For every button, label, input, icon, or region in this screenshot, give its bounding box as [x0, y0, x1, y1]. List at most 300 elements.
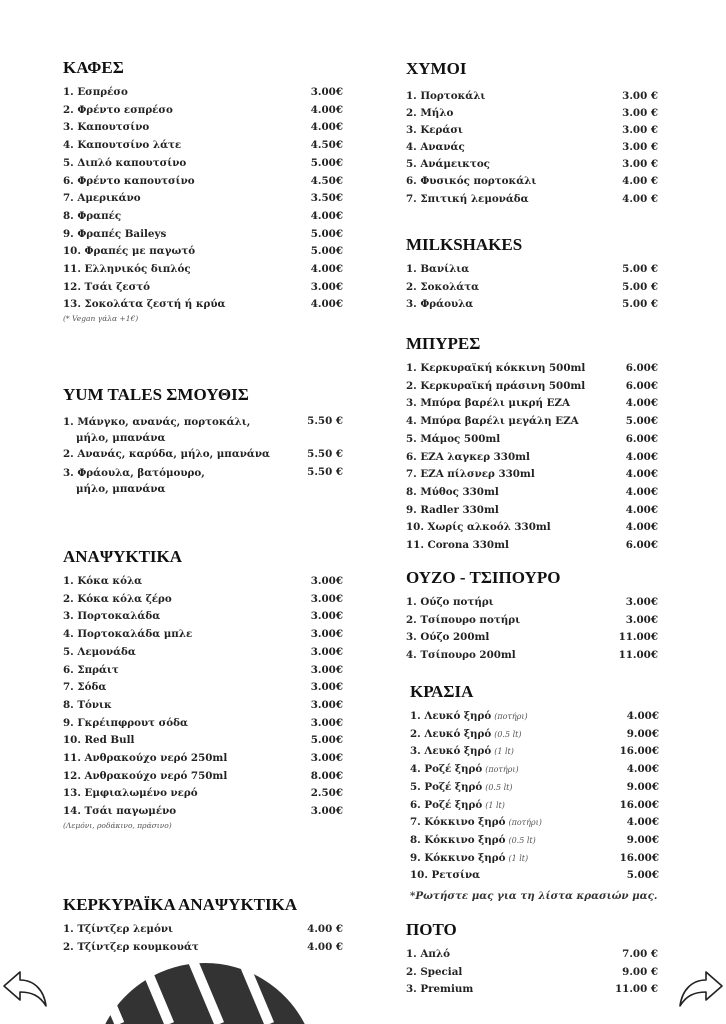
menu-item: [406, 395, 658, 413]
menu-item: [406, 139, 658, 156]
item-price: 3.00€: [310, 698, 343, 711]
item-price: 2.50€: [310, 787, 343, 800]
item-name: 7. Σπιτική λεμονάδα: [406, 192, 529, 205]
menu-item: [410, 797, 659, 815]
striped-circle-logo: [85, 955, 325, 1024]
item-name-wrap: [406, 156, 490, 173]
item-name-wrap: [406, 139, 465, 156]
item-name-wrap: [63, 768, 227, 786]
item-name-wrap: [63, 261, 191, 279]
menu-item: [406, 378, 658, 396]
menu-item: [63, 446, 343, 464]
menu-item: [406, 360, 658, 378]
item-name-wrap: [406, 413, 579, 431]
item-price: 4.00€: [625, 450, 658, 463]
item-name: 5. Λεμονάδα: [63, 645, 136, 658]
section-note: (Λεμόνι, ροδάκινο, πράσινο): [63, 820, 172, 830]
item-name-wrap: [406, 395, 570, 413]
section-note: *Ρωτήστε μας για τη λίστα κρασιών μας.: [410, 890, 658, 903]
item-name: 3. Λευκό ξηρό: [410, 745, 492, 758]
item-price: 8.00€: [310, 769, 343, 782]
item-name-wrap: [63, 226, 166, 244]
menu-item: [63, 750, 343, 768]
item-name: 4. Ανανάς: [406, 141, 465, 154]
menu-item: [63, 921, 343, 939]
item-name-wrap: [63, 208, 121, 226]
menu-item: [63, 226, 343, 244]
menu-item: [63, 84, 343, 102]
item-name: 1. Τζίντζερ λεμόνι: [63, 923, 173, 935]
item-name: 3. Premium: [406, 983, 474, 996]
item-price: 7.00 €: [622, 948, 658, 960]
item-name: 2. Ανανάς, καρύδα, μήλο, μπανάνα: [63, 448, 270, 460]
item-price: 9.00€: [626, 727, 659, 740]
menu-item: [63, 137, 343, 155]
item-name: 2. Κερκυραϊκή πράσινη 500ml: [406, 379, 586, 392]
item-name: 7. Κόκκινο ξηρό: [410, 816, 506, 829]
item-name: 3. Πορτοκαλάδα: [63, 610, 161, 623]
item-name: 6. Φρέντο καπουτσίνο: [63, 174, 195, 187]
section-title: ΑΝΑΨΥΚΤΙΚΑ: [63, 547, 183, 566]
item-price: 3.00 €: [622, 107, 658, 120]
item-name: 5. Ροζέ ξηρό: [410, 780, 483, 793]
item-name-wrap: [63, 119, 149, 137]
item-name-wrap: [63, 803, 176, 821]
menu-item: [63, 296, 343, 314]
menu-item: [406, 612, 658, 630]
item-name: 9. Κόκκινο ξηρό: [410, 851, 506, 864]
item-name-wrap: [406, 360, 585, 378]
item-name: 14. Τσάι παγωμένο: [63, 805, 177, 818]
item-price: 5.00€: [626, 869, 659, 882]
item-name: 10. Ρετσίνα: [410, 869, 481, 882]
item-name-line2: μήλο, μπανάνα: [76, 482, 166, 495]
item-name: 4. Ροζέ ξηρό: [410, 763, 483, 776]
menu-item: [406, 502, 658, 520]
menu-item: [406, 594, 658, 612]
item-price: 4.00 €: [622, 175, 658, 188]
item-price: 4.00€: [625, 503, 658, 516]
menu-item: [63, 190, 343, 208]
menu-item: [63, 608, 343, 626]
item-price: 3.00 €: [622, 124, 658, 137]
item-name: 10. Χωρίς αλκοόλ 330ml: [406, 521, 551, 534]
item-name-wrap: [406, 647, 516, 665]
item-price: 5.50 €: [307, 448, 343, 460]
item-name-wrap: [406, 261, 469, 279]
item-name: 5. Διπλό καπουτσίνο: [63, 156, 187, 169]
item-price: 9.00€: [626, 780, 659, 793]
item-price: 5.00 €: [622, 263, 658, 275]
menu-item: [410, 850, 659, 868]
item-price: 4.00 €: [622, 192, 658, 205]
item-price: 4.00 €: [307, 940, 343, 953]
item-name-wrap: [410, 850, 528, 868]
menu-item: [406, 105, 658, 122]
item-price: 3.00€: [310, 681, 343, 694]
item-name: 6. Σπράιτ: [63, 663, 119, 676]
item-price: 9.00 €: [622, 965, 658, 978]
menu-item: [406, 122, 658, 139]
item-name: 1. Εσπρέσο: [63, 86, 128, 98]
menu-item: [63, 679, 343, 697]
item-name: 1. Μάνγκο, ανανάς, πορτοκάλι,: [63, 416, 251, 428]
item-name: 4. Πορτοκαλάδα μπλε: [63, 628, 193, 641]
section-title: ΜΠΥΡΕΣ: [406, 334, 481, 353]
item-name: 9. Φραπές Baileys: [63, 227, 167, 240]
item-price: 3.00€: [310, 752, 343, 765]
item-name-wrap: [63, 102, 173, 120]
menu-item: [63, 119, 343, 137]
item-name-wrap: [63, 697, 112, 715]
item-size: (ποτήρι): [485, 765, 519, 775]
item-price: 4.00€: [310, 263, 343, 276]
item-price: 11.00€: [618, 649, 658, 662]
item-name: 2. Σοκολάτα: [406, 280, 480, 293]
menu-item: [63, 464, 343, 497]
menu-item: [410, 867, 659, 885]
item-name-wrap: [406, 449, 530, 467]
menu-item: [63, 715, 343, 733]
item-name: 3. Κεράσι: [406, 124, 463, 137]
item-price: 3.00€: [310, 628, 343, 641]
section-title: ΚΡΑΣΙΑ: [410, 682, 474, 701]
item-price: 4.00€: [625, 397, 658, 410]
item-name: 13. Εμφιαλωμένο νερό: [63, 787, 198, 800]
item-name: 11. Ανθρακούχο νερό 250ml: [63, 752, 228, 765]
menu-section-smoothies: [63, 385, 343, 497]
menu-item: [406, 964, 658, 982]
menu-section-ouzo: [406, 568, 658, 665]
item-name: 4. Καπουτσίνο λάτε: [63, 139, 182, 152]
section-title: ΟΥΖΟ - ΤΣΙΠΟΥΡΟ: [406, 568, 561, 587]
menu-item: [410, 814, 659, 832]
menu-item: [406, 279, 658, 297]
item-name: 6. Φυσικός πορτοκάλι: [406, 175, 537, 188]
menu-item: [406, 449, 658, 467]
menu-section-milkshakes: [406, 235, 658, 314]
item-name-wrap: [406, 502, 499, 520]
item-name-wrap: [406, 191, 529, 208]
item-name-wrap: [406, 279, 479, 297]
item-name: 3. Μπύρα βαρέλι μικρή ΕΖΑ: [406, 397, 570, 410]
item-name-wrap: [63, 939, 199, 957]
item-name-wrap: [63, 732, 134, 750]
menu-item: [63, 102, 343, 120]
item-price: 5.00 €: [622, 298, 658, 311]
item-price: 4.50€: [310, 174, 343, 187]
item-name-wrap: [63, 137, 181, 155]
menu-item: [406, 647, 658, 665]
menu-item: [406, 173, 658, 190]
item-price: 11.00 €: [615, 983, 658, 996]
item-name: 5. Ανάμεικτος: [406, 158, 490, 171]
menu-item: [63, 662, 343, 680]
item-name: 8. Φραπές: [63, 209, 122, 222]
menu-item: [63, 803, 343, 821]
item-size: (1 lt): [508, 853, 529, 863]
item-name: 1. Απλό: [406, 948, 450, 960]
item-price: 3.00 €: [622, 141, 658, 154]
menu-item: [63, 413, 343, 446]
item-name-wrap: [410, 708, 528, 726]
item-name: 2. Τζίντζερ κουμκουάτ: [63, 940, 199, 953]
item-price: 4.00€: [626, 763, 659, 776]
item-price: 9.00€: [626, 833, 659, 846]
item-name: 1. Βανίλια: [406, 263, 470, 275]
item-price: 4.00€: [625, 485, 658, 498]
section-title: ΧΥΜΟΙ: [406, 59, 467, 78]
item-name-wrap: [63, 679, 106, 697]
item-name: 8. Μύθος 330ml: [406, 485, 499, 498]
menu-item: [410, 726, 659, 744]
item-name-wrap: [406, 173, 536, 190]
item-name: 7. ΕΖΑ πίλσνερ 330ml: [406, 468, 535, 481]
item-price: 4.00€: [310, 298, 343, 311]
item-price: 6.00€: [625, 362, 658, 374]
item-name: 7. Σόδα: [63, 681, 107, 694]
item-price: 4.00€: [626, 710, 659, 722]
section-title: ΚΕΡΚΥΡΑΪΚΑ ΑΝΑΨΥΚΤΙΚΑ: [63, 895, 298, 914]
item-name-wrap: [63, 279, 150, 297]
item-name: 2. Κόκα κόλα ζέρο: [63, 592, 172, 605]
menu-section-kerkyraika: [63, 895, 343, 956]
item-price: 4.00€: [626, 816, 659, 829]
item-name: 6. Ροζέ ξηρό: [410, 798, 483, 811]
item-name-wrap: [63, 84, 128, 102]
item-name: 1. Κερκυραϊκή κόκκινη 500ml: [406, 362, 586, 374]
curved-arrow-left-icon[interactable]: [2, 966, 48, 1012]
menu-item: [63, 697, 343, 715]
item-name-wrap: [63, 662, 119, 680]
item-price: 5.00€: [310, 734, 343, 747]
item-name-wrap: [406, 431, 500, 449]
menu-item: [406, 156, 658, 173]
item-name-wrap: [63, 626, 192, 644]
menu-item: [406, 296, 658, 314]
menu-item: [406, 413, 658, 431]
item-price: 3.00€: [310, 610, 343, 623]
section-title: YUM TALES ΣΜΟΥΘΙΣ: [63, 385, 249, 404]
item-name-wrap: [63, 190, 141, 208]
menu-section-poto: [406, 920, 658, 999]
item-price: 5.50 €: [307, 465, 343, 478]
menu-item: [410, 708, 659, 726]
item-name: 12. Ανθρακούχο νερό 750ml: [63, 769, 228, 782]
logo-stripe: [90, 955, 119, 1024]
menu-item: [406, 466, 658, 484]
item-price: 16.00€: [619, 798, 659, 811]
curved-arrow-right-icon[interactable]: [678, 966, 724, 1012]
menu-item: [406, 519, 658, 537]
item-name-wrap: [406, 594, 494, 612]
item-name-wrap: [410, 726, 521, 744]
item-name: 1. Λευκό ξηρό: [410, 710, 492, 722]
item-name-wrap: [406, 296, 473, 314]
item-price: 5.50 €: [307, 415, 343, 427]
item-name-wrap: [406, 519, 551, 537]
menu-section-anapsyktika: [63, 547, 343, 831]
item-price: 4.00 €: [307, 923, 343, 935]
item-name: 3. Φράουλα, βατόμουρο,: [63, 466, 205, 479]
item-name: 9. Γκρέιπφρουτ σόδα: [63, 716, 188, 729]
menu-item: [63, 155, 343, 173]
item-name-wrap: [406, 981, 473, 999]
item-name-wrap: [406, 88, 485, 105]
menu-section-mpyres: [406, 334, 658, 555]
item-name: 2. Τσίπουρο ποτήρι: [406, 613, 521, 626]
item-name-wrap: [410, 797, 505, 815]
item-name: 2. Λευκό ξηρό: [410, 727, 492, 740]
menu-item: [410, 761, 659, 779]
item-name: 6. ΕΖΑ λαγκερ 330ml: [406, 450, 530, 463]
item-price: 16.00€: [619, 851, 659, 864]
item-name: 8. Κόκκινο ξηρό: [410, 833, 506, 846]
item-name-wrap: [406, 105, 453, 122]
item-price: 4.00€: [310, 209, 343, 222]
item-price: 5.00€: [310, 227, 343, 240]
item-name-wrap: [406, 484, 499, 502]
item-price: 6.00€: [625, 379, 658, 392]
item-size: (0.5 lt): [508, 835, 536, 845]
menu-item: [63, 591, 343, 609]
item-name-wrap: [410, 867, 480, 885]
item-price: 4.00€: [625, 468, 658, 481]
item-price: 4.00€: [625, 521, 658, 534]
item-name-wrap: [63, 413, 250, 446]
item-price: 5.00€: [310, 245, 343, 258]
menu-section-xymoi: [406, 59, 658, 208]
menu-item: [406, 261, 658, 279]
item-name: 1. Ούζο ποτήρι: [406, 596, 494, 608]
menu-item: [410, 832, 659, 850]
item-price: 3.00€: [310, 280, 343, 293]
item-name-wrap: [63, 591, 172, 609]
item-name: 8. Τόνικ: [63, 698, 112, 711]
item-name: 7. Αμερικάνο: [63, 192, 141, 205]
item-name-wrap: [406, 122, 463, 139]
item-name-wrap: [406, 964, 462, 982]
item-name-line2: μήλο, μπανάνα: [76, 432, 166, 444]
menu-item: [63, 208, 343, 226]
item-name-wrap: [63, 750, 227, 768]
item-price: 4.00€: [310, 103, 343, 116]
item-price: 3.00€: [310, 592, 343, 605]
item-name: 3. Ούζο 200ml: [406, 631, 490, 644]
item-name: 10. Red Bull: [63, 734, 135, 747]
menu-item: [406, 981, 658, 999]
menu-item: [63, 785, 343, 803]
item-size: (1 lt): [494, 747, 514, 757]
item-name: 11. Corona 330ml: [406, 539, 509, 552]
item-name-wrap: [410, 743, 514, 761]
item-name-wrap: [63, 644, 136, 662]
item-name-wrap: [406, 629, 489, 647]
item-price: 3.00 €: [622, 158, 658, 171]
item-name-wrap: [63, 715, 188, 733]
item-price: 3.00€: [310, 716, 343, 729]
menu-item: [406, 537, 658, 555]
item-name-wrap: [410, 779, 512, 797]
item-name-wrap: [406, 378, 585, 396]
item-price: 3.50€: [310, 192, 343, 205]
item-name: 4. Μπύρα βαρέλι μεγάλη ΕΖΑ: [406, 415, 579, 428]
menu-item: [63, 173, 343, 191]
item-name: 1. Πορτοκάλι: [406, 90, 486, 102]
item-name-wrap: [410, 814, 542, 832]
item-name: 1. Κόκα κόλα: [63, 575, 143, 587]
menu-item: [406, 946, 658, 964]
item-name: 2. Special: [406, 965, 463, 978]
item-name: 3. Καπουτσίνο: [63, 121, 150, 134]
item-price: 3.00 €: [622, 90, 658, 102]
section-title: MILKSHAKES: [406, 235, 523, 254]
menu-item: [63, 261, 343, 279]
item-name-wrap: [406, 466, 535, 484]
menu-item: [63, 939, 343, 957]
item-price: 11.00€: [618, 631, 658, 644]
item-name: 5. Μάμος 500ml: [406, 432, 501, 445]
item-name-wrap: [410, 832, 536, 850]
item-price: 6.00€: [625, 539, 658, 552]
item-size: (1 lt): [485, 800, 505, 810]
menu-item: [63, 279, 343, 297]
item-name: 3. Φράουλα: [406, 298, 474, 311]
item-name-wrap: [63, 296, 225, 314]
item-name: 9. Radler 330ml: [406, 503, 499, 516]
item-price: 5.00€: [310, 156, 343, 169]
item-price: 5.00 €: [622, 280, 658, 293]
menu-item: [63, 573, 343, 591]
menu-item: [406, 484, 658, 502]
item-name: 13. Σοκολάτα ζεστή ή κρύα: [63, 298, 226, 311]
item-price: 3.00€: [625, 613, 658, 626]
section-title: ΚΑΦΕΣ: [63, 58, 124, 77]
item-name-wrap: [63, 446, 270, 464]
item-price: 4.00€: [310, 121, 343, 134]
item-size: (0.5 lt): [485, 782, 513, 792]
item-name-wrap: [63, 464, 205, 497]
item-price: 6.00€: [625, 432, 658, 445]
item-price: 3.00€: [625, 596, 658, 608]
section-note: (* Vegan γάλα +1€): [63, 314, 139, 324]
menu-item: [63, 644, 343, 662]
menu-item: [63, 732, 343, 750]
item-price: 3.00€: [310, 575, 343, 587]
item-price: 4.50€: [310, 139, 343, 152]
menu-item: [406, 191, 658, 208]
item-price: 16.00€: [619, 745, 659, 758]
item-name: 12. Τσάι ζεστό: [63, 280, 150, 293]
item-price: 3.00€: [310, 645, 343, 658]
item-name: 10. Φραπές με παγωτό: [63, 245, 196, 258]
item-size: (ποτήρι): [494, 712, 528, 721]
item-price: 3.00€: [310, 663, 343, 676]
item-name-wrap: [63, 173, 195, 191]
item-name: 2. Μήλο: [406, 107, 454, 120]
item-name-wrap: [63, 155, 186, 173]
menu-item: [406, 629, 658, 647]
item-name: 2. Φρέντο εσπρέσο: [63, 103, 173, 116]
item-name: 11. Ελληνικός διπλός: [63, 263, 191, 276]
item-name-wrap: [406, 612, 520, 630]
menu-item: [406, 88, 658, 105]
item-size: (ποτήρι): [508, 818, 542, 828]
menu-item: [410, 779, 659, 797]
menu-section-krasia: [410, 682, 659, 901]
item-name-wrap: [63, 921, 173, 939]
menu-item: [410, 743, 659, 761]
